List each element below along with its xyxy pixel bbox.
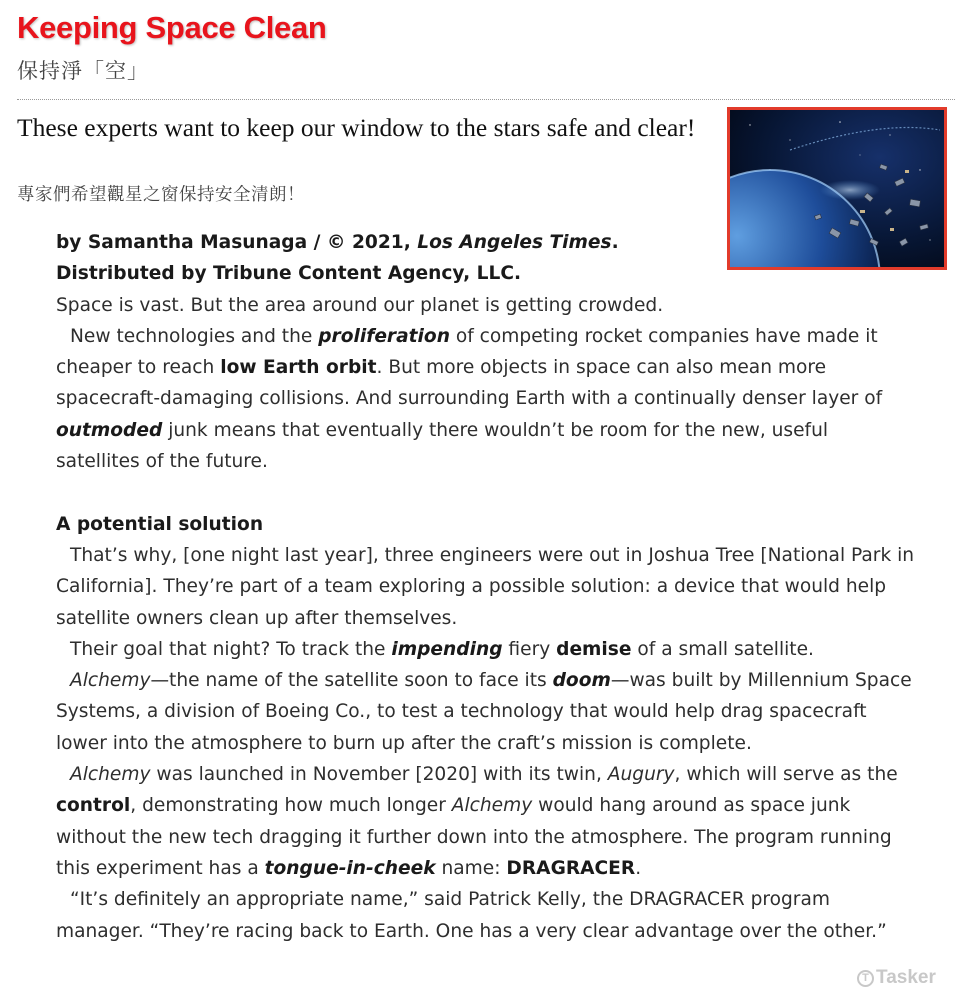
dotted-divider (17, 99, 955, 100)
paragraph-2: New technologies and the proliferation of competing rocket companies have made it cheaper to reach low Earth orbit. But more objects in space can also mean more spacecraft-damaging collisions. And surrounding Earth with a continually denser layer of outmoded junk means that eventually there wouldn’t be room for the new, useful satellites of the future. (56, 325, 883, 473)
paragraph-spacer (56, 477, 916, 508)
distribution-credit: Distributed by Tribune Content Agency, LLC. (56, 263, 522, 285)
paragraph-5: Alchemy—the name of the satellite soon to face its doom—was built by Millennium Space Systems, a division of Boeing Co., to test a technology that would help drag spacecraft lower into the atmosphere to burn up after the craft’s mission is complete. (56, 670, 912, 754)
page-title-chinese: 保持淨「空」 (17, 59, 149, 83)
tasker-logo-icon: T (857, 970, 874, 987)
article-headline: These experts want to keep our window to the stars safe and clear! (17, 113, 696, 142)
paragraph-3: That’s why, [one night last year], three engineers were out in Joshua Tree [National Park in California]. They’re part of a team exploring a possible solution: a device that would help satellite owners clean up after themselves. (56, 544, 915, 629)
byline: by Samantha Masunaga / © 2021, Los Angeles Times. (56, 232, 619, 253)
paragraph-1: Space is vast. But the area around our planet is getting crowded. (56, 294, 664, 316)
watermark-text: Tasker (876, 967, 936, 988)
article-headline-chinese: 專家們希望觀星之窗保持安全清朗！ (17, 185, 305, 205)
page-title: Keeping Space Clean (17, 10, 327, 45)
paragraph-6: Alchemy was launched in November [2020] with its twin, Augury, which will serve as the control, demonstrating how much longer Alchemy would hang around as space junk without the new tech dragging it further down into the atmosphere. The program running this experiment has a tongue-in-cheek name: DRAGRACER. (56, 764, 898, 879)
paragraph-7: “It’s definitely an appropriate name,” said Patrick Kelly, the DRAGRACER program manager. “They’re racing back to Earth. One has a very clear advantage over the other.” (56, 889, 887, 942)
paragraph-4: Their goal that night? To track the impending fiery demise of a small satellite. (70, 638, 814, 660)
section-subheading: A potential solution (56, 513, 264, 535)
article-body (56, 227, 916, 947)
tasker-watermark (857, 967, 936, 989)
